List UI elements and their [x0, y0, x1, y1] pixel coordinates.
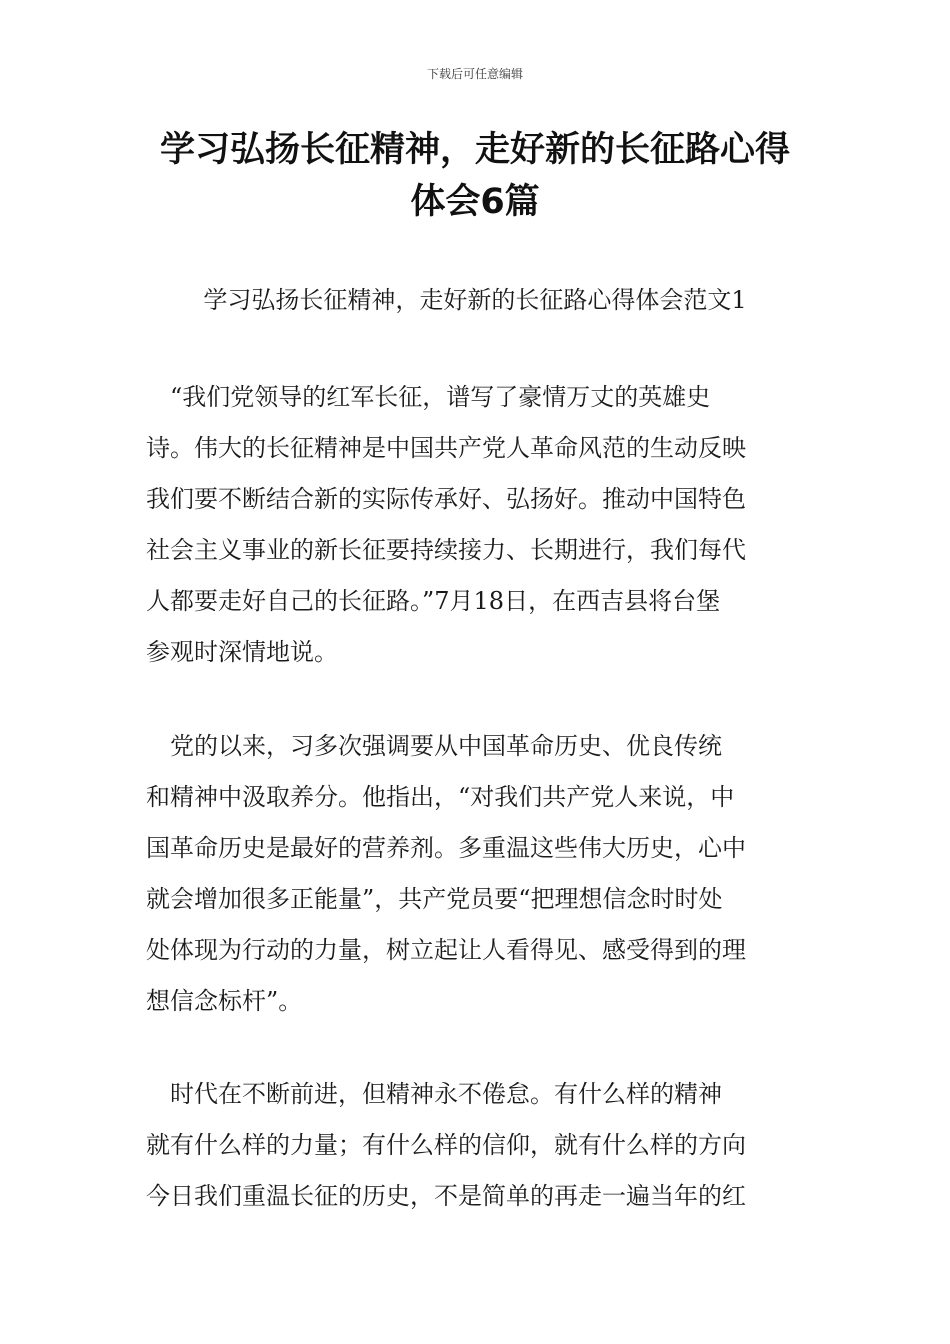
- header-note: 下载后可任意编辑: [426, 67, 523, 81]
- paragraph-line: 就会增加很多正能量”，共产党员要“把理想信念时时处: [146, 885, 723, 913]
- paragraph-line: 和精神中汲取养分。他指出，“对我们共产党人来说，中: [146, 783, 735, 811]
- paragraph-line: 我们要不断结合新的实际传承好、弘扬好。推动中国特色: [146, 485, 746, 513]
- paragraph-3: [146, 1069, 810, 1222]
- paragraph-line: “我们党领导的红军长征，谱写了豪情万丈的英雄史: [146, 383, 711, 411]
- paragraph-line: 时代在不断前进，但精神永不倦怠。有什么样的精神: [146, 1080, 722, 1108]
- paragraph-1: [146, 372, 810, 678]
- paragraph-line: 参观时深情地说。: [146, 638, 338, 666]
- paragraph-line: 诗。伟大的长征精神是中国共产党人革命风范的生动反映: [146, 434, 746, 462]
- paragraph-line: 党的以来，习多次强调要从中国革命历史、优良传统: [146, 732, 722, 760]
- paragraph-line: 想信念标杆”。: [146, 987, 303, 1015]
- document-title-line-2: 体会6篇: [410, 182, 540, 222]
- paragraph-line: 今日我们重温长征的历史，不是简单的再走一遍当年的红: [146, 1182, 746, 1210]
- paragraph-line: 社会主义事业的新长征要持续接力、长期进行，我们每代: [146, 536, 746, 564]
- paragraph-line: 就有什么样的力量；有什么样的信仰，就有什么样的方向: [146, 1131, 746, 1159]
- document-title-line-1: 学习弘扬长征精神，走好新的长征路心得: [159, 130, 790, 170]
- paragraph-line: 处体现为行动的力量，树立起让人看得见、感受得到的理: [146, 936, 746, 964]
- paragraph-2: [146, 721, 810, 1027]
- essay-subheading: 学习弘扬长征精神，走好新的长征路心得体会范文1: [203, 286, 747, 314]
- paragraph-line: 人都要走好自己的长征路。”7月18日，在西吉县将台堡: [146, 587, 721, 615]
- document-title: [140, 124, 810, 228]
- paragraph-line: 国革命历史是最好的营养剂。多重温这些伟大历史，心中: [146, 834, 746, 862]
